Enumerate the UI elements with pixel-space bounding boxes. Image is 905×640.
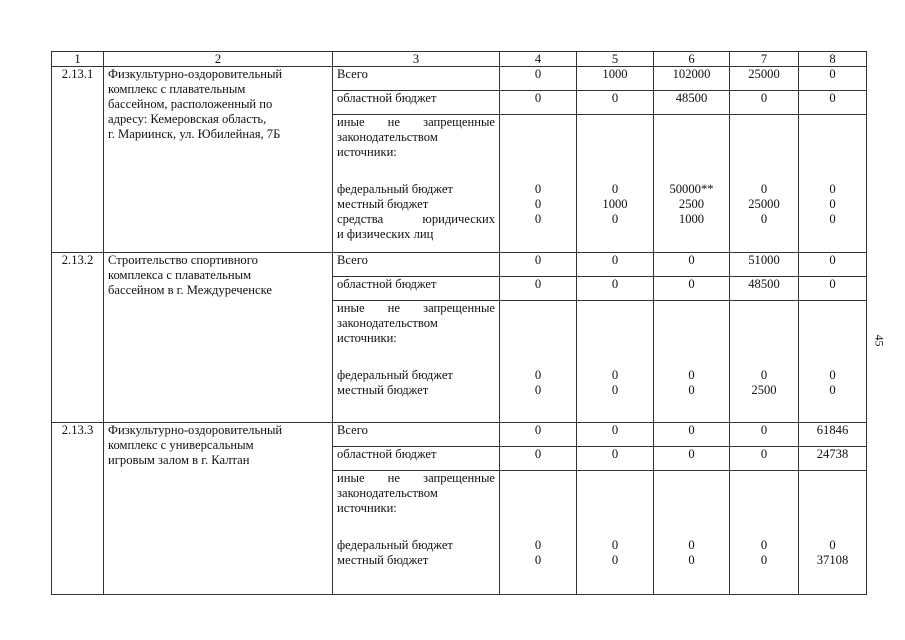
- item-name-line: игровым залом в г. Калтан: [108, 453, 250, 467]
- value-cell: 0: [654, 253, 730, 277]
- value-cell: 48500: [730, 277, 799, 301]
- value-cell: 0: [730, 423, 799, 447]
- item-name-line: комплекс с плавательным: [108, 82, 246, 96]
- value-cell: [730, 471, 799, 595]
- value-cell: 61846: [799, 423, 867, 447]
- value-cell: [500, 471, 577, 595]
- header-col-2: 2: [104, 52, 333, 67]
- value-cell: [799, 471, 867, 595]
- value-local: 0: [611, 553, 619, 567]
- item-name-line: Физкультурно-оздоровительный: [108, 423, 283, 437]
- table-row: [52, 253, 867, 277]
- value-cell: 51000: [730, 253, 799, 277]
- item-code: 2.13.3: [52, 423, 104, 595]
- value-cell: 0: [730, 447, 799, 471]
- value-cell: [654, 115, 730, 253]
- value-legal: 1000: [678, 212, 705, 226]
- table-row: [52, 423, 867, 447]
- value-federal: 0: [688, 538, 695, 552]
- value-legal: 0: [829, 212, 836, 226]
- header-col-7: 7: [730, 52, 799, 67]
- value-federal: 0: [611, 538, 619, 552]
- value-federal: 0: [611, 368, 619, 382]
- value-cell: 0: [799, 91, 867, 115]
- item-name: [104, 423, 333, 595]
- budget-table: [51, 51, 867, 595]
- value-cell: [500, 301, 577, 423]
- value-federal: 0: [760, 368, 768, 382]
- item-code: 2.13.2: [52, 253, 104, 423]
- value-cell: 0: [799, 277, 867, 301]
- value-cell: 0: [654, 277, 730, 301]
- header-row: [52, 52, 867, 67]
- value-federal: 0: [760, 538, 768, 552]
- value-cell: 0: [577, 447, 654, 471]
- legal-line-1: средства юридических: [337, 212, 495, 226]
- value-federal: 0: [611, 182, 619, 196]
- value-cell: 25000: [730, 67, 799, 91]
- source-label-total: Всего: [333, 253, 500, 277]
- value-cell: [799, 301, 867, 423]
- header-col-6: 6: [654, 52, 730, 67]
- value-cell: 1000: [577, 67, 654, 91]
- item-name-line: адресу: Кемеровская область,: [108, 112, 267, 126]
- local-label: местный бюджет: [337, 383, 429, 397]
- value-local: 37108: [816, 553, 849, 567]
- other-line-1: иные не запрещенные: [337, 301, 495, 315]
- item-name: [104, 253, 333, 423]
- value-cell: [654, 301, 730, 423]
- value-cell: 0: [500, 277, 577, 301]
- value-local: 25000: [748, 197, 780, 211]
- value-local: 0: [534, 383, 542, 397]
- value-cell: 0: [500, 253, 577, 277]
- value-local: 0: [611, 383, 619, 397]
- value-local: 0: [534, 197, 542, 211]
- item-name-line: комплекса с плавательным: [108, 268, 252, 282]
- value-local: 0: [688, 383, 695, 397]
- item-name-line: бассейном в г. Междуреченске: [108, 283, 272, 297]
- value-cell: 0: [577, 277, 654, 301]
- value-cell: 0: [500, 91, 577, 115]
- value-cell: 48500: [654, 91, 730, 115]
- source-label-other: [333, 301, 500, 423]
- value-local: 0: [688, 553, 695, 567]
- other-line-2: законодательством: [337, 130, 438, 144]
- header-col-1: 1: [52, 52, 104, 67]
- item-code: 2.13.1: [52, 67, 104, 253]
- value-federal: 0: [534, 182, 542, 196]
- value-federal: 0: [829, 182, 836, 196]
- header-col-3: 3: [333, 52, 500, 67]
- other-line-3: источники:: [337, 331, 397, 345]
- source-label-other: [333, 471, 500, 595]
- federal-label: федеральный бюджет: [337, 182, 453, 196]
- value-cell: 0: [577, 91, 654, 115]
- value-cell: [730, 301, 799, 423]
- value-federal: 0: [534, 368, 542, 382]
- value-local: 0: [829, 383, 836, 397]
- source-label-regional: областной бюджет: [333, 277, 500, 301]
- value-legal: 0: [534, 212, 542, 226]
- value-cell: [500, 115, 577, 253]
- value-federal: 0: [760, 182, 768, 196]
- value-cell: 24738: [799, 447, 867, 471]
- other-line-2: законодательством: [337, 316, 438, 330]
- source-label-other: [333, 115, 500, 253]
- value-cell: 0: [577, 423, 654, 447]
- value-cell: 0: [799, 253, 867, 277]
- value-federal: 50000**: [669, 182, 714, 196]
- source-label-total: Всего: [333, 67, 500, 91]
- item-name-line: бассейном, расположенный по: [108, 97, 273, 111]
- local-label: местный бюджет: [337, 553, 429, 567]
- legal-line-2: и физических лиц: [337, 227, 434, 241]
- source-label-regional: областной бюджет: [333, 91, 500, 115]
- value-local: 0: [760, 553, 768, 567]
- item-name-line: г. Мариинск, ул. Юбилейная, 7Б: [108, 127, 281, 141]
- value-cell: [577, 471, 654, 595]
- value-cell: 0: [799, 67, 867, 91]
- header-col-4: 4: [500, 52, 577, 67]
- other-line-3: источники:: [337, 501, 397, 515]
- value-cell: 0: [577, 253, 654, 277]
- value-federal: 0: [688, 368, 695, 382]
- value-cell: 0: [500, 447, 577, 471]
- value-cell: 0: [654, 447, 730, 471]
- item-name-line: комплекс с универсальным: [108, 438, 254, 452]
- value-legal: 0: [760, 212, 768, 226]
- value-cell: 0: [500, 423, 577, 447]
- value-cell: [654, 471, 730, 595]
- other-line-1: иные не запрещенные: [337, 115, 495, 129]
- value-local: 0: [534, 553, 542, 567]
- other-line-3: источники:: [337, 145, 397, 159]
- value-cell: 102000: [654, 67, 730, 91]
- source-label-regional: областной бюджет: [333, 447, 500, 471]
- value-federal: 0: [534, 538, 542, 552]
- value-cell: [577, 115, 654, 253]
- value-federal: 0: [829, 538, 836, 552]
- item-name: [104, 67, 333, 253]
- page-number: 45: [872, 334, 887, 347]
- value-legal: 0: [611, 212, 619, 226]
- item-name-line: Физкультурно-оздоровительный: [108, 67, 283, 81]
- value-local: 2500: [678, 197, 705, 211]
- value-federal: 0: [829, 368, 836, 382]
- value-cell: [577, 301, 654, 423]
- value-local: 2500: [751, 383, 777, 397]
- value-local: 1000: [602, 197, 628, 211]
- local-label: местный бюджет: [337, 197, 429, 211]
- value-cell: [730, 115, 799, 253]
- table-row: [52, 67, 867, 91]
- header-col-5: 5: [577, 52, 654, 67]
- other-line-1: иные не запрещенные: [337, 471, 495, 485]
- value-cell: [799, 115, 867, 253]
- other-line-2: законодательством: [337, 486, 438, 500]
- header-col-8: 8: [799, 52, 867, 67]
- value-cell: 0: [654, 423, 730, 447]
- source-label-total: Всего: [333, 423, 500, 447]
- value-local: 0: [829, 197, 836, 211]
- federal-label: федеральный бюджет: [337, 538, 453, 552]
- federal-label: федеральный бюджет: [337, 368, 453, 382]
- value-cell: 0: [500, 67, 577, 91]
- value-cell: 0: [730, 91, 799, 115]
- item-name-line: Строительство спортивного: [108, 253, 258, 267]
